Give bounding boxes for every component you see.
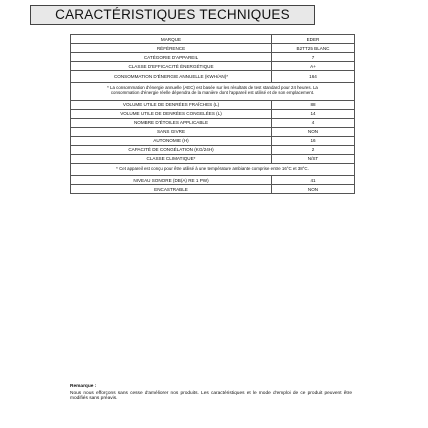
table-row [71, 71, 355, 83]
spec-value: A+ [272, 62, 355, 71]
spec-value: 2 [272, 145, 355, 154]
spec-value: NON [272, 127, 355, 136]
spec-label: CAPACITÉ DE CONGÉLATION (KG/24H) [71, 145, 272, 154]
spec-label: AUTONOMIE (H) [71, 136, 272, 145]
spec-value: 88 [272, 100, 355, 109]
page-title: CARACTÉRISTIQUES TECHNIQUES [30, 5, 315, 25]
spec-value: 16 [272, 136, 355, 145]
table-row [71, 136, 355, 145]
energy-note: * La consommation d'énergie annuelle (AEC) est basée sur les résultats de test standard pour 24 heures. La consommation d'énergie réelle dépendra de la manière dont l'appareil est utilisé et de son emplacement. [71, 83, 355, 101]
spec-label: SANS GIVRE [71, 127, 272, 136]
spec-value: B2TT25 BLANC [272, 44, 355, 53]
spec-value: 164 [272, 71, 355, 83]
spec-table [70, 34, 355, 194]
spec-label: CLASSE CLIMATIQUE* [71, 154, 272, 163]
note-row [71, 163, 355, 175]
spec-label: CATÉGORIE D'APPAREIL [71, 53, 272, 62]
remark [70, 384, 352, 402]
table-row [71, 145, 355, 154]
climate-note: * Cet appareil est conçu pour être utilisé à une température ambiante comprise entre 16°C et 38°C. [71, 163, 355, 175]
remark-title: Remarque : [70, 384, 97, 389]
spec-label: MARQUE [71, 35, 272, 44]
spec-value: 4 [272, 118, 355, 127]
spec-label: NOMBRE D'ÉTOILES APPLICABLE [71, 118, 272, 127]
spec-value: EDER [272, 35, 355, 44]
spec-label: VOLUME UTILE DE DENRÉES FRAÎCHES (L) [71, 100, 272, 109]
table-row [71, 53, 355, 62]
spec-value: 7 [272, 53, 355, 62]
table-row [71, 44, 355, 53]
spec-label: ENCASTRABLE [71, 185, 272, 194]
spec-value: 14 [272, 109, 355, 118]
table-row [71, 185, 355, 194]
table-row [71, 62, 355, 71]
spec-value: NON [272, 185, 355, 194]
table-row [71, 109, 355, 118]
remark-text: Nous nous efforçons sans cesse d'améliorer nos produits. Les caractéristiques et le mode d'emploi de ce produit peuvent être modifiés sans préavis. [70, 390, 352, 402]
spec-value: N/ST [272, 154, 355, 163]
spec-value: 41 [272, 176, 355, 185]
table-row [71, 100, 355, 109]
spec-label: RÉFÉRENCE [71, 44, 272, 53]
spec-label: CONSOMMATION D'ÉNERGIE ANNUELLE (KWH/AN)* [71, 71, 272, 83]
table-row [71, 118, 355, 127]
table-row [71, 127, 355, 136]
table-row [71, 176, 355, 185]
spec-label: CLASSE D'EFFICACITÉ ÉNERGÉTIQUE [71, 62, 272, 71]
note-row [71, 83, 355, 101]
spec-label: VOLUME UTILE DE DENRÉES CONGELÉES (L) [71, 109, 272, 118]
table-row [71, 154, 355, 163]
spec-label: NIVEAU SONORE (DB(A) RE 1 PW) [71, 176, 272, 185]
table-row [71, 35, 355, 44]
